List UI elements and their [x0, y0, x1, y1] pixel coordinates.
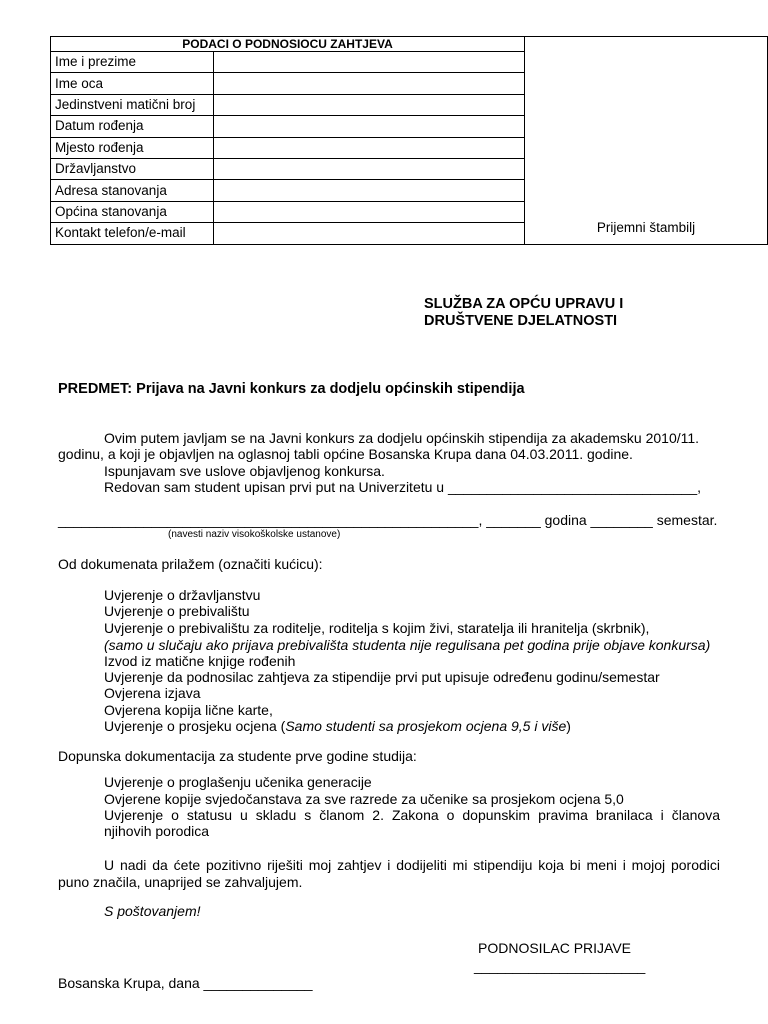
applicant-data-table: [50, 36, 768, 245]
address-field[interactable]: [214, 180, 525, 201]
signature-title: PODNOSILAC PRIJAVE: [478, 940, 632, 956]
intro-line-1: Ovim putem javljam se na Javni konkurs za dodjelu općinskih stipendija za akademsku 2010/11.: [104, 430, 700, 446]
citizenship-field[interactable]: [214, 158, 525, 179]
grade-average-close: ): [566, 718, 571, 734]
row-label: Općina stanovanja: [51, 201, 214, 222]
grade-average-label: Uvjerenje o prosjeku ocjena (: [104, 718, 286, 734]
closing-line-2: puno značila, unaprijed se zahvaljujem.: [58, 874, 303, 890]
jmbg-field[interactable]: [214, 94, 525, 115]
institution-note: (navesti naziv visokoškolske ustanove): [168, 529, 341, 540]
row-label: Jedinstveni matični broj: [51, 94, 214, 115]
document-item-grade-average: [104, 718, 571, 734]
supplementary-item: Ovjerene kopije svjedočanstava za sve razrede za učenike sa prosjekom ocjena 5,0: [104, 791, 624, 807]
documents-heading: Od dokumenata prilažem (označiti kućicu):: [58, 556, 323, 572]
signature-line[interactable]: ______________________: [474, 958, 646, 974]
regards: S poštovanjem!: [104, 903, 201, 919]
document-item: Ovjerena izjava: [104, 685, 201, 701]
row-label: Državljanstvo: [51, 158, 214, 179]
supplementary-item-3-cont: njihovih porodica: [104, 823, 210, 839]
document-item-note: (samo u slučaju ako prijava prebivališta studenta nije regulisana pet godina prije objave konkursa): [104, 637, 711, 653]
contact-field[interactable]: [214, 223, 525, 244]
supplementary-heading: Dopunska dokumentacija za studente prve godine studija:: [58, 748, 417, 764]
father-name-field[interactable]: [214, 73, 525, 94]
closing-line-1: U nadi da ćete pozitivno riješiti moj zahtjev i dodijeliti mi stipendiju koja bi meni i mojoj porodici: [104, 857, 720, 873]
reception-stamp-box: Prijemni štambilj: [525, 37, 768, 245]
document-item: Ovjerena kopija lične karte,: [104, 702, 273, 718]
row-label: Datum rođenja: [51, 116, 214, 137]
grade-average-note: Samo studenti sa prosjekom ocjena 9,5 i više: [285, 718, 567, 734]
intro-line-3: Ispunjavam sve uslove objavljenog konkursa.: [104, 463, 385, 479]
birth-date-field[interactable]: [214, 116, 525, 137]
document-item: Uvjerenje o državljanstvu: [104, 587, 261, 603]
name-field[interactable]: [214, 52, 525, 73]
birth-place-field[interactable]: [214, 137, 525, 158]
document-item: Uvjerenje o prebivalištu: [104, 603, 250, 619]
recipient-line-1: SLUŽBA ZA OPĆU UPRAVU I: [424, 296, 624, 312]
municipality-field[interactable]: [214, 201, 525, 222]
intro-line-2: godinu, a koji je objavljen na oglasnoj tabli općine Bosanska Krupa dana 04.03.2011. godine.: [58, 446, 633, 462]
document-item: Izvod iz matične knjige rođenih: [104, 653, 296, 669]
intro-line-5: ______________________________________________________, _______ godina ________ semestar.: [58, 512, 718, 528]
recipient-line-2: DRUŠTVENE DJELATNOSTI: [424, 313, 618, 329]
document-item: Uvjerenje da podnosilac zahtjeva za stipendije prvi put upisuje određenu godinu/semestar: [104, 669, 660, 685]
row-label: Kontakt telefon/e-mail: [51, 223, 214, 244]
row-label: Ime i prezime: [51, 52, 214, 73]
supplementary-item: Uvjerenje o proglašenju učenika generacije: [104, 774, 372, 790]
row-label: Mjesto rođenja: [51, 137, 214, 158]
supplementary-item-3: Uvjerenje o statusu u skladu s članom 2. Zakona o dopunskim pravima branilaca i članova: [104, 807, 720, 823]
row-label: Adresa stanovanja: [51, 180, 214, 201]
place-date: Bosanska Krupa, dana ______________: [58, 975, 313, 991]
document-item: Uvjerenje o prebivalištu za roditelje, roditelja s kojim živi, staratelja ili hranitelja (skrbnik),: [104, 620, 650, 636]
intro-line-4: Redovan sam student upisan prvi put na Univerzitetu u ________________________________,: [104, 479, 702, 495]
row-label: Ime oca: [51, 73, 214, 94]
subject-line: PREDMET: Prijava na Javni konkurs za dodjelu općinskih stipendija: [58, 381, 525, 397]
table-header: PODACI O PODNOSIOCU ZAHTJEVA: [51, 37, 525, 52]
